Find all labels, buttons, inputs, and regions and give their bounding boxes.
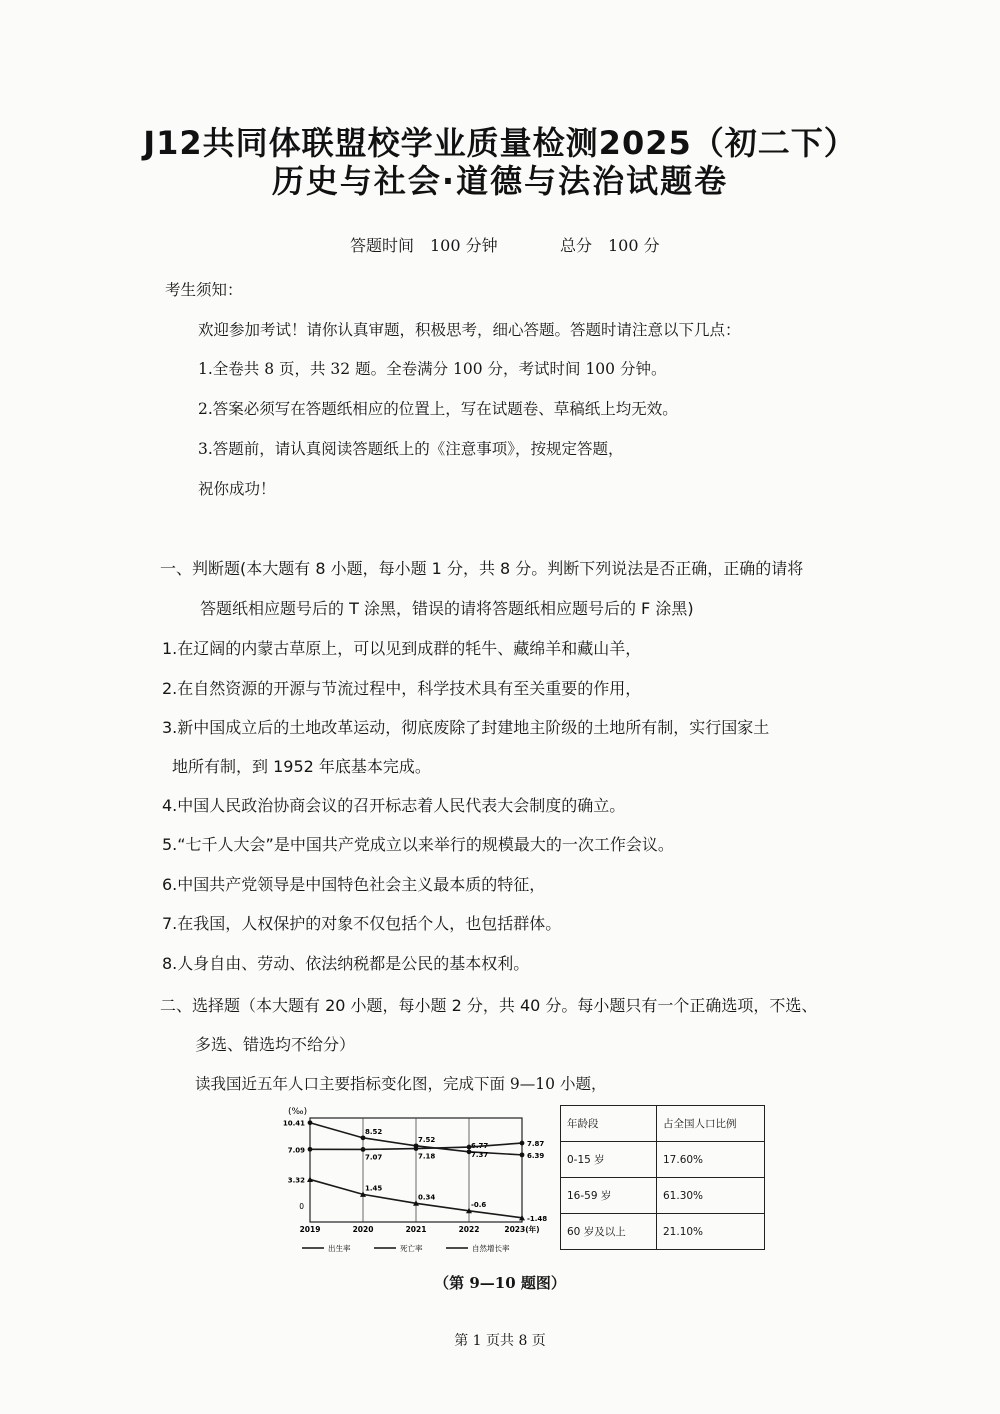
data-label: 7.87 [527,1140,545,1149]
exam-score: 总分 100 分 [560,236,660,255]
question-2: 2.在自然资源的开源与节流过程中，科学技术具有至关重要的作用， [162,679,642,698]
data-label: 0.34 [418,1193,436,1202]
data-label: 6.39 [527,1151,545,1160]
table-cell: 61.30% [657,1178,765,1214]
data-label: -1.48 [527,1214,548,1223]
data-label: 3.32 [287,1176,305,1185]
notice-item-3: 3.答题前，请认真阅读答题纸上的《注意事项》，按规定答题， [198,440,624,458]
data-label: 7.52 [418,1135,436,1144]
exam-time: 答题时间 100 分钟 [350,236,498,255]
data-label: 7.37 [471,1151,489,1160]
population-line-chart [280,1100,550,1260]
legend-label: 出生率 [328,1244,351,1253]
question-3: 3.新中国成立后的土地改革运动，彻底废除了封建地主阶级的土地所有制，实行国家土 [162,718,770,737]
legend-label: 自然增长率 [472,1244,510,1253]
exam-title-line1: J12共同体联盟校学业质量检测2025（初二下） [143,124,857,162]
data-point [467,1145,472,1150]
data-label: 1.45 [365,1184,383,1193]
table-cell: 0-15 岁 [561,1142,657,1178]
x-tick-label: 2020 [352,1225,374,1234]
question-5: 5.“七千人大会”是中国共产党成立以来举行的规模最大的一次工作会议。 [162,835,674,854]
question-6: 6.中国共产党领导是中国特色社会主义最本质的特征， [162,875,546,894]
data-label: 10.41 [282,1119,305,1128]
data-label: 7.09 [287,1146,305,1155]
y-axis-unit: (‰) [288,1107,308,1117]
age-structure-table [560,1105,765,1250]
question-8: 8.人身自由、劳动、依法纳税都是公民的基本权利。 [162,954,530,973]
data-point [308,1147,313,1152]
section1-heading: 一、判断题(本大题有 8 小题，每小题 1 分，共 8 分。判断下列说法是否正确，正确的请将 [160,559,804,578]
notice-welcome: 欢迎参加考试！请你认真审题，积极思考，细心答题。答题时请注意以下几点： [198,321,741,339]
notice-item-1: 1.全卷共 8 页，共 32 题。全卷满分 100 分，考试时间 100 分钟。 [198,360,667,378]
data-point [308,1120,313,1125]
notice-heading: 考生须知： [165,281,243,299]
exam-title-line2: 历史与社会·道德与法治试题卷 [271,162,729,200]
section2-heading-cont: 多选、错选均不给分） [195,1035,356,1054]
question-4: 4.中国人民政治协商会议的召开标志着人民代表大会制度的确立。 [162,796,626,815]
x-tick-label: 2022 [458,1225,480,1234]
question-7: 7.在我国，人权保护的对象不仅包括个人，也包括群体。 [162,914,562,933]
table-cell: 16-59 岁 [561,1178,657,1214]
table-cell: 60 岁及以上 [561,1214,657,1250]
table-cell: 17.60% [657,1142,765,1178]
section2-heading: 二、选择题（本大题有 20 小题，每小题 2 分，共 40 分。每小题只有一个正确选项，不选、 [160,996,818,1015]
data-point [307,1176,313,1182]
table-row [561,1178,765,1214]
x-tick-label: 2019 [299,1225,321,1234]
figure-caption: （第 9—10 题图） [434,1274,566,1292]
data-label: 7.07 [365,1153,383,1162]
section2-intro: 读我国近五年人口主要指标变化图，完成下面 9—10 小题， [195,1075,607,1093]
table-header-cell: 年龄段 [561,1106,657,1142]
notice-item-2: 2.答案必须写在答题纸相应的位置上，写在试题卷、草稿纸上均无效。 [198,400,678,418]
data-point [520,1152,525,1157]
table-row [561,1142,765,1178]
legend-label: 死亡率 [400,1244,423,1253]
data-point [414,1146,419,1151]
x-tick-label: 2023(年) [504,1225,540,1234]
table-header-row [561,1106,765,1142]
data-label: 7.18 [418,1152,436,1161]
page-footer: 第 1 页共 8 页 [454,1333,546,1349]
x-tick-label: 2021 [405,1225,427,1234]
notice-wish: 祝你成功！ [198,480,276,498]
data-label: -0.6 [471,1200,487,1209]
table-cell: 21.10% [657,1214,765,1250]
table-row [561,1214,765,1250]
data-point [361,1135,366,1140]
question-3-cont: 地所有制，到 1952 年底基本完成。 [172,757,431,776]
section1-heading-cont: 答题纸相应题号后的 T 涂黑，错误的请将答题纸相应题号后的 F 涂黑) [200,599,694,618]
data-label: 6.77 [471,1141,489,1150]
question-1: 1.在辽阔的内蒙古草原上，可以见到成群的牦牛、藏绵羊和藏山羊， [162,639,642,658]
data-point [361,1147,366,1152]
data-point [520,1141,525,1146]
y-tick-label: 0 [299,1202,304,1211]
data-label: 8.52 [365,1127,383,1136]
table-header-cell: 占全国人口比例 [657,1106,765,1142]
